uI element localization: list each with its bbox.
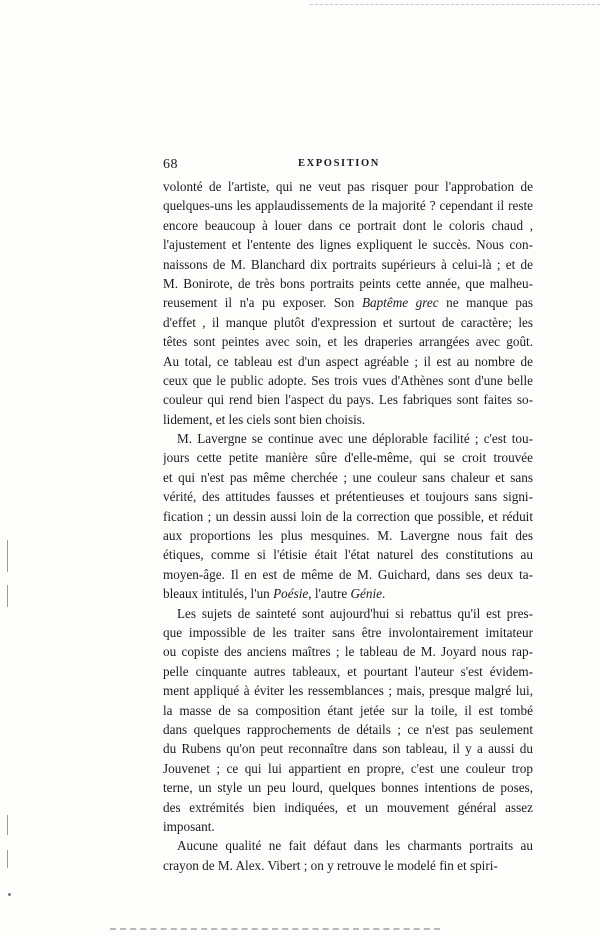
text-line bbox=[163, 196, 533, 215]
text-line bbox=[163, 836, 533, 855]
text-line bbox=[163, 720, 533, 739]
text-line bbox=[163, 468, 533, 487]
text-segment: ne manque pas bbox=[438, 295, 533, 311]
text-line bbox=[163, 390, 533, 409]
text-segment: volonté de l'artiste, qui ne veut pas risquer pour l'approbation de bbox=[163, 179, 533, 194]
text-segment: aux proportions les plus mesquines. M. Lavergne nous fait des bbox=[163, 528, 533, 544]
text-segment: vérité, des attitudes fausses et prétentieuses et toujours sans signi- bbox=[163, 489, 533, 505]
text-segment: fication ; un dessin aussi loin de la correction que possible, et réduit bbox=[163, 508, 533, 524]
text-line bbox=[163, 293, 533, 312]
text-segment: quelques-uns les applaudissements de la majorité ? cependant il reste bbox=[163, 198, 533, 214]
margin-mark bbox=[7, 540, 8, 572]
text-line bbox=[163, 448, 533, 467]
margin-dot bbox=[8, 893, 11, 896]
text-line bbox=[163, 352, 533, 371]
running-head: EXPOSITION bbox=[298, 158, 380, 169]
text-segment: encore beaucoup à louer dans ce portrait dont le coloris chaud , bbox=[163, 217, 533, 233]
text-segment: naissons de M. Blanchard dix portraits supérieurs à celui-là ; et de bbox=[163, 256, 533, 272]
text-line bbox=[163, 507, 533, 526]
text-segment: ment appliqué à éviter les ressemblances ; mais, presque malgré lui, bbox=[163, 683, 533, 699]
bottom-scan-rule bbox=[110, 928, 440, 930]
italic-title: Baptême grec bbox=[361, 295, 439, 311]
text-line bbox=[163, 313, 533, 332]
text-segment: terne, un style un peu lourd, quelques bonnes intentions de poses, bbox=[163, 780, 533, 796]
text-segment: M. Lavergne se continue avec une déplorable facilité ; c'est tou- bbox=[177, 431, 533, 447]
text-line bbox=[163, 798, 533, 817]
text-line bbox=[163, 526, 533, 545]
paragraph bbox=[163, 429, 533, 604]
text-line bbox=[163, 565, 533, 584]
text-line bbox=[163, 545, 533, 564]
top-scan-rule bbox=[310, 4, 600, 5]
text-line bbox=[163, 584, 533, 603]
text-segment: bleaux intitulés, l'un bbox=[163, 586, 274, 602]
text-line bbox=[163, 739, 533, 758]
text-line bbox=[163, 216, 533, 235]
text-segment: reusement il n'a pu exposer. Son bbox=[163, 295, 362, 311]
margin-mark bbox=[7, 585, 8, 607]
text-segment: du Rubens qu'on peut reconnaître dans son tableau, il y a aussi du bbox=[163, 741, 533, 757]
text-segment: l'ajustement et l'entente des lignes expliquent le succès. Nous con- bbox=[163, 237, 533, 253]
margin-mark bbox=[7, 850, 8, 868]
text-line bbox=[163, 371, 533, 390]
body-text bbox=[163, 177, 533, 875]
text-segment: étiques, comme si l'étisie était l'état naturel des constitutions au bbox=[163, 547, 533, 563]
text-line bbox=[163, 177, 533, 196]
text-segment: Les sujets de sainteté sont aujourd'hui si rebattus qu'il est pres- bbox=[177, 605, 533, 621]
paragraph bbox=[163, 836, 533, 875]
text-line bbox=[163, 701, 533, 720]
text-segment: dans quelques rapprochements de détails ; ce n'est pas seulement bbox=[163, 721, 533, 737]
text-segment: jours cette petite manière sûre d'elle-même, qui se croit trouvée bbox=[163, 450, 533, 466]
text-segment: Jouvenet ; ce qui lui appartient en propre, c'est une couleur trop bbox=[163, 760, 533, 776]
text-segment: d'effet , il manque plutôt d'expression et surtout de caractère; les bbox=[163, 314, 533, 330]
text-line bbox=[163, 255, 533, 274]
text-line bbox=[163, 332, 533, 351]
text-segment: , l'autre bbox=[308, 586, 351, 602]
text-segment: couleur qui rend bien l'aspect du pays. Les fabriques sont faites so- bbox=[163, 392, 533, 408]
text-segment: Au total, ce tableau est d'un aspect agréable ; il est au nombre de bbox=[163, 353, 533, 369]
text-line bbox=[163, 817, 533, 836]
text-line bbox=[163, 274, 533, 293]
text-segment: M. Bonirote, de très bons portraits peints cette année, que malheu- bbox=[163, 275, 533, 291]
text-line bbox=[163, 623, 533, 642]
page-number: 68 bbox=[163, 157, 178, 172]
text-segment: moyen-âge. Il en est de même de M. Guichard, dans ses deux ta- bbox=[163, 566, 533, 582]
text-line bbox=[163, 429, 533, 448]
text-segment: ou copiste des anciens maîtres ; le tableau de M. Joyard nous rap- bbox=[163, 644, 533, 660]
text-segment: lidement, et les ciels sont bien choisis. bbox=[163, 411, 366, 427]
text-segment: têtes sont peintes avec soin, et les draperies arrangées avec goût. bbox=[163, 334, 533, 350]
text-line bbox=[163, 856, 533, 875]
paragraph bbox=[163, 604, 533, 837]
italic-title: Poésie bbox=[273, 586, 309, 602]
text-line bbox=[163, 759, 533, 778]
text-segment: pelle cinquante autres tableaux, et pourtant l'auteur s'est évidem- bbox=[163, 663, 533, 679]
text-segment: imposant. bbox=[163, 818, 215, 834]
italic-title: Génie bbox=[350, 586, 383, 602]
text-line bbox=[163, 642, 533, 661]
text-line bbox=[163, 235, 533, 254]
text-segment: la masse de sa composition étant jetée sur la toile, il est tombé bbox=[163, 702, 533, 718]
text-line bbox=[163, 662, 533, 681]
text-segment: des extrémités bien indiquées, et un mouvement général assez bbox=[163, 799, 533, 815]
text-line bbox=[163, 778, 533, 797]
page-header bbox=[163, 157, 533, 173]
text-segment: crayon de M. Alex. Vibert ; on y retrouve le modelé fin et spiri- bbox=[163, 857, 498, 873]
text-segment: que impossible de les traiter sans être involontairement imitateur bbox=[163, 624, 533, 640]
text-line bbox=[163, 604, 533, 623]
text-segment: et qui n'est pas même cherchée ; une couleur sans chaleur et sans bbox=[163, 469, 533, 485]
text-segment: Aucune qualité ne fait défaut dans les charmants portraits au bbox=[177, 838, 533, 854]
margin-mark bbox=[7, 815, 8, 835]
text-line bbox=[163, 681, 533, 700]
text-segment: . bbox=[382, 586, 386, 602]
text-line bbox=[163, 487, 533, 506]
text-segment: ceux que le public adopte. Ses trois vues d'Athènes sont d'une belle bbox=[163, 372, 533, 388]
text-line bbox=[163, 410, 533, 429]
paragraph bbox=[163, 177, 533, 429]
